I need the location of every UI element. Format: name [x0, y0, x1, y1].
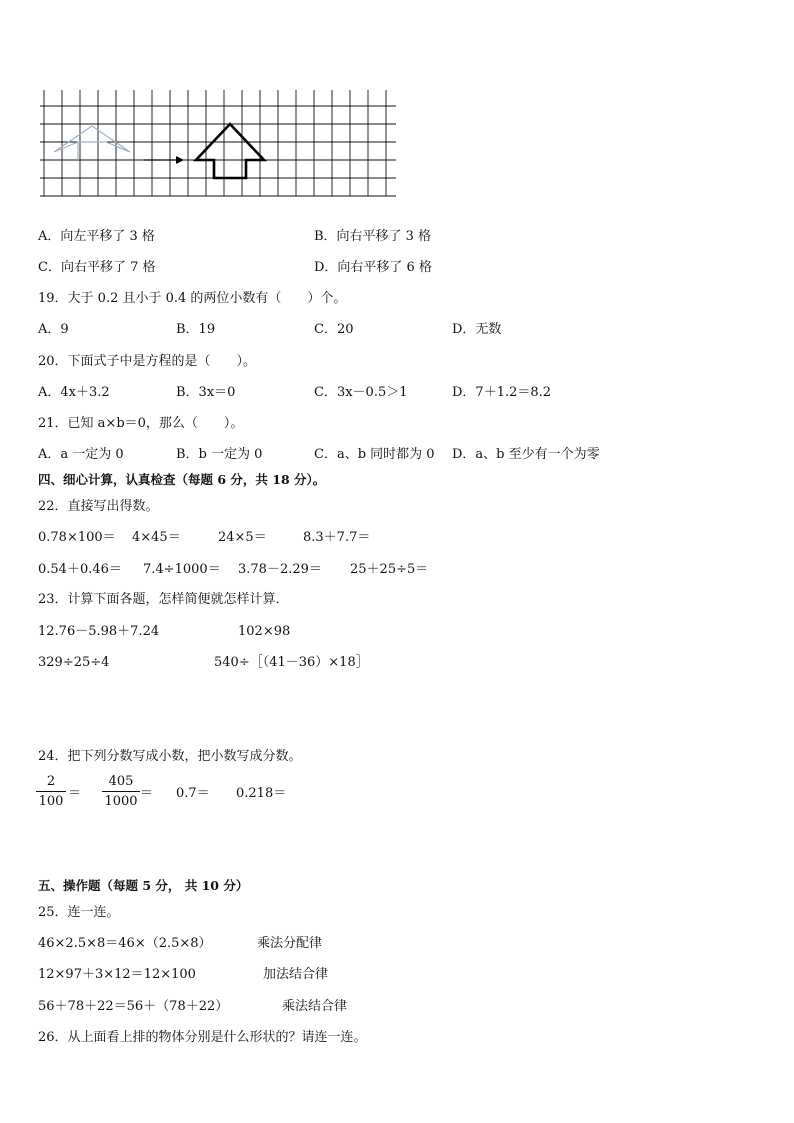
fraction-bar: [102, 791, 140, 792]
q19-option-a: A．9: [38, 322, 69, 337]
q25-right-2: 加法结合律: [263, 967, 329, 982]
fraction-bar: [36, 791, 66, 792]
fraction-denominator: 100: [38, 794, 64, 809]
q20-stem: 20．下面式子中是方程的是（ ）。: [38, 354, 257, 369]
q20-option-c: C．3x－0.5＞1: [314, 385, 408, 400]
q24-equals-1: ＝: [68, 786, 82, 801]
q24-decimal-2: 0.218＝: [236, 786, 287, 801]
q22-item-7: 3.78－2.29＝: [238, 562, 322, 577]
q22-item-4: 8.3＋7.7＝: [303, 530, 371, 545]
fraction-denominator: 1000: [104, 794, 138, 809]
q21-option-d: D．a、b 至少有一个为零: [452, 447, 600, 462]
q23-item-4: 540÷［（41－36）×18］: [214, 655, 369, 670]
q22-item-5: 0.54＋0.46＝: [38, 562, 122, 577]
q25-right-1: 乘法分配律: [257, 936, 323, 951]
q18-option-c: C．向右平移了 7 格: [38, 260, 156, 275]
q21-stem: 21．已知 a×b＝0，那么（ ）。: [38, 416, 244, 431]
q24-decimal-1: 0.7＝: [176, 786, 210, 801]
q22-stem: 22．直接写出得数。: [38, 499, 159, 514]
grid-lines: [40, 90, 396, 196]
q22-item-2: 4×45＝: [132, 530, 181, 545]
q23-item-2: 102×98: [238, 624, 291, 639]
section4-title: 四、细心计算，认真检查（每题 6 分，共 18 分）。: [38, 472, 326, 487]
q25-stem: 25．连一连。: [38, 905, 120, 920]
translate-arrowhead: [176, 156, 184, 164]
q24-fraction-2: [102, 774, 140, 810]
q25-left-2: 12×97＋3×12＝12×100: [38, 967, 196, 982]
q23-stem: 23．计算下面各题，怎样简便就怎样计算．: [38, 592, 289, 607]
q25-right-3: 乘法结合律: [282, 999, 348, 1014]
q19-option-b: B．19: [176, 322, 216, 337]
q25-left-1: 46×2.5×8＝46×（2.5×8）: [38, 936, 212, 951]
fraction-numerator: 405: [108, 774, 134, 789]
q20-option-a: A．4x＋3.2: [38, 385, 110, 400]
q20-option-b: B．3x＝0: [176, 385, 236, 400]
q21-option-c: C．a、b 同时都为 0: [314, 447, 435, 462]
q18-option-d: D．向右平移了 6 格: [314, 260, 432, 275]
q26-stem: 26．从上面看上排的物体分别是什么形状的？请连一连。: [38, 1030, 367, 1045]
q18-option-a: A．向左平移了 3 格: [38, 229, 155, 244]
q19-stem: 19．大于 0.2 且小于 0.4 的两位小数有（ ）个。: [38, 291, 347, 306]
q21-option-b: B．b 一定为 0: [176, 447, 263, 462]
q22-item-8: 25＋25÷5＝: [350, 562, 429, 577]
q23-item-1: 12.76－5.98＋7.24: [38, 624, 160, 639]
original-arrow-shape: [54, 126, 130, 160]
q24-equals-2: ＝: [140, 786, 154, 801]
q19-option-d: D．无数: [452, 322, 502, 337]
q22-item-6: 7.4÷1000＝: [143, 562, 221, 577]
q21-option-a: A．a 一定为 0: [38, 447, 124, 462]
q23-item-3: 329÷25÷4: [38, 655, 110, 670]
q24-fraction-1: [36, 774, 66, 810]
q20-option-d: D．7＋1.2＝8.2: [452, 385, 552, 400]
grid-figure: [40, 90, 400, 200]
fraction-numerator: 2: [46, 774, 56, 789]
q19-option-c: C．20: [314, 322, 354, 337]
q25-left-3: 56＋78＋22＝56＋（78＋22）: [38, 999, 229, 1014]
q22-item-3: 24×5＝: [218, 530, 267, 545]
q22-item-1: 0.78×100＝: [38, 530, 116, 545]
section5-title: 五、操作题（每题 5 分， 共 10 分）: [38, 878, 249, 893]
q24-stem: 24．把下列分数写成小数，把小数写成分数。: [38, 749, 302, 764]
q18-option-b: B．向右平移了 3 格: [314, 229, 432, 244]
